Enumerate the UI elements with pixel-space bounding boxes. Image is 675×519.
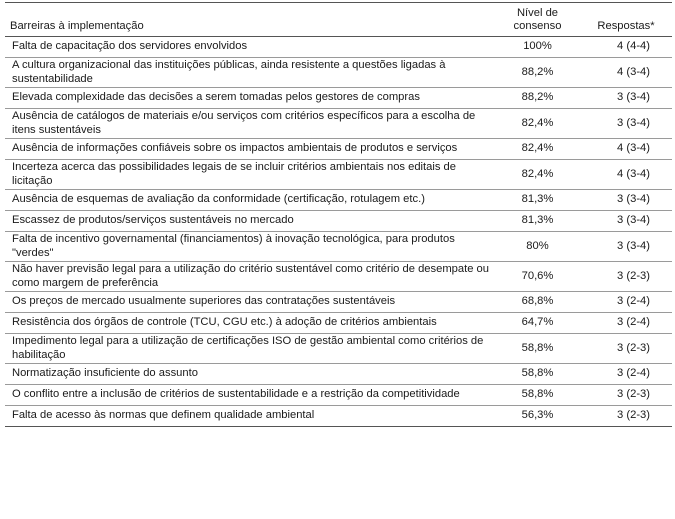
barrier-cell: Escassez de produtos/serviços sustentáveis no mercado [5, 211, 495, 232]
consensus-cell: 88,2% [495, 58, 580, 88]
header-consensus-line2: consenso [513, 20, 562, 32]
responses-cell: 3 (2-3) [580, 385, 672, 406]
consensus-cell: 64,7% [495, 313, 580, 334]
consensus-cell: 70,6% [495, 262, 580, 292]
table-row [5, 364, 672, 385]
barrier-cell: Incerteza acerca das possibilidades legais de se incluir critérios ambientais nos editais de licitação [5, 160, 495, 190]
header-consensus [495, 3, 580, 37]
consensus-cell: 81,3% [495, 211, 580, 232]
responses-cell: 3 (2-3) [580, 262, 672, 292]
consensus-cell: 82,4% [495, 139, 580, 160]
barrier-cell: Os preços de mercado usualmente superiores das contratações sustentáveis [5, 292, 495, 313]
table-row [5, 160, 672, 190]
table-row [5, 58, 672, 88]
header-consensus-line1: Nível de [516, 7, 559, 19]
responses-cell: 3 (3-4) [580, 232, 672, 262]
barrier-cell: Normatização insuficiente do assunto [5, 364, 495, 385]
table-row [5, 232, 672, 262]
barrier-cell: Resistência dos órgãos de controle (TCU, CGU etc.) à adoção de critérios ambientais [5, 313, 495, 334]
header-row [5, 3, 672, 37]
table-row [5, 406, 672, 427]
barrier-cell: Impedimento legal para a utilização de certificações ISO de gestão ambiental como critérios de habilitação [5, 334, 495, 364]
responses-cell: 3 (3-4) [580, 109, 672, 139]
responses-cell: 4 (3-4) [580, 160, 672, 190]
consensus-cell: 58,8% [495, 364, 580, 385]
header-barrier: Barreiras à implementação [5, 3, 495, 37]
consensus-cell: 88,2% [495, 88, 580, 109]
barrier-cell: O conflito entre a inclusão de critérios de sustentabilidade e a restrição da competitividade [5, 385, 495, 406]
table-row [5, 292, 672, 313]
table-row [5, 88, 672, 109]
responses-cell: 3 (2-4) [580, 364, 672, 385]
barrier-cell: Falta de capacitação dos servidores envolvidos [5, 37, 495, 58]
responses-cell: 3 (2-3) [580, 334, 672, 364]
barrier-cell: Não haver previsão legal para a utilização do critério sustentável como critério de desempate ou como margem de preferência [5, 262, 495, 292]
barrier-cell: Ausência de esquemas de avaliação da conformidade (certificação, rotulagem etc.) [5, 190, 495, 211]
consensus-cell: 68,8% [495, 292, 580, 313]
responses-cell: 3 (2-4) [580, 313, 672, 334]
responses-cell: 3 (2-4) [580, 292, 672, 313]
responses-cell: 4 (3-4) [580, 139, 672, 160]
barrier-cell: Elevada complexidade das decisões a serem tomadas pelos gestores de compras [5, 88, 495, 109]
responses-cell: 4 (3-4) [580, 58, 672, 88]
consensus-cell: 81,3% [495, 190, 580, 211]
header-responses: Respostas* [580, 3, 672, 37]
table-row [5, 262, 672, 292]
responses-cell: 3 (2-3) [580, 406, 672, 427]
barrier-cell: A cultura organizacional das instituições públicas, ainda resistente a questões ligadas à sustentabilidade [5, 58, 495, 88]
table-row [5, 139, 672, 160]
responses-cell: 3 (3-4) [580, 190, 672, 211]
table-row [5, 37, 672, 58]
responses-cell: 3 (3-4) [580, 88, 672, 109]
consensus-cell: 82,4% [495, 160, 580, 190]
table-row [5, 385, 672, 406]
consensus-cell: 82,4% [495, 109, 580, 139]
consensus-cell: 58,8% [495, 334, 580, 364]
barrier-cell: Ausência de informações confiáveis sobre os impactos ambientais de produtos e serviços [5, 139, 495, 160]
table-row [5, 211, 672, 232]
table-row [5, 109, 672, 139]
barrier-cell: Ausência de catálogos de materiais e/ou serviços com critérios específicos para a escolha de itens sustentáveis [5, 109, 495, 139]
consensus-cell: 100% [495, 37, 580, 58]
responses-cell: 4 (4-4) [580, 37, 672, 58]
barriers-table [5, 2, 672, 427]
barrier-cell: Falta de acesso às normas que definem qualidade ambiental [5, 406, 495, 427]
table-row [5, 190, 672, 211]
responses-cell: 3 (3-4) [580, 211, 672, 232]
table-row [5, 313, 672, 334]
consensus-cell: 58,8% [495, 385, 580, 406]
consensus-cell: 56,3% [495, 406, 580, 427]
barrier-cell: Falta de incentivo governamental (financiamentos) à inovação tecnológica, para produtos "verdes" [5, 232, 495, 262]
table-row [5, 334, 672, 364]
consensus-cell: 80% [495, 232, 580, 262]
